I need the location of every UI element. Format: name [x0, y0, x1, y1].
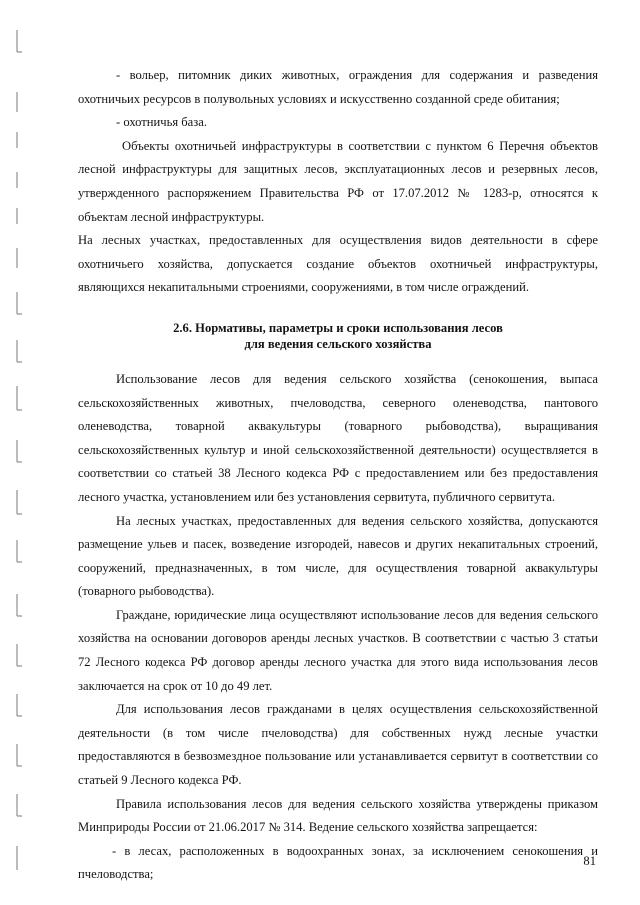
- paragraph-water-zones: - в лесах, расположенных в водоохранных зонах, за исключением сенокошения и пчеловодства;: [78, 843, 598, 882]
- section-heading-line-2: для ведения сельского хозяйства: [244, 336, 432, 351]
- page-number: 81: [583, 854, 596, 868]
- paragraph-lease-contracts: Граждане, юридические лица осуществляют использование лесов для ведения сельского хозяйства на основании договоров аренды лесных участков. В соответствии с частью 3 статьи 72 Лесного кодекса РФ договор аренды лесного участка для этого вида использования лесов заключается на срок от 10 до 49 лет.: [78, 607, 598, 693]
- paragraph-infrastructure-objects: Объекты охотничьей инфраструктуры в соответствии с пунктом 6 Перечня объектов лесной инфраструктуры для защитных лесов, эксплуатационных лесов и резервных лесов, утвержденного распоряжением Правительства РФ от 17.07.2012 № 1283-р, относятся к объектам лесной инфраструктуры.: [78, 138, 598, 224]
- paragraph-hunting-plots: На лесных участках, предоставленных для осуществления видов деятельности в сфере охотничьего хозяйства, допускается создание объектов охотничьей инфраструктуры, являющихся некапитальными строениями, сооружениями, в том числе ограждений.: [78, 233, 598, 295]
- body-text: [78, 64, 598, 887]
- paragraph-hives-placement: На лесных участках, предоставленных для ведения сельского хозяйства, допускаются размещение ульев и пасек, возведение изгородей, навесов и других некапитальных строений, сооружений, предназначенных, в том числе, для осуществления товарной аквакультуры (товарного рыбоводства).: [78, 513, 598, 599]
- paragraph-rules-order: Правила использования лесов для ведения сельского хозяйства утверждены приказом Минприроды России от 21.06.2017 № 314. Ведение сельского хозяйства запрещается:: [78, 796, 598, 835]
- paragraph-hunting-base: - охотничья база.: [116, 115, 207, 130]
- paragraph-agriculture-use: Использование лесов для ведения сельского хозяйства (сенокошения, выпаса сельскохозяйственных животных, пчеловодства, северного оленеводства, пантового оленеводства, товарной аквакультуры (товарного рыбоводства), выращивания сельскохозяйственных культур и иной сельскохозяйственной деятельности) осуществляется в соответствии со статьей 38 Лесного кодекса РФ с предоставлением или без предоставления лесного участка, установлением или без установления сервитута, публичного сервитута.: [78, 371, 598, 504]
- paragraph-aviary: - вольер, питомник диких животных, ограждения для содержания и разведения охотничьих ресурсов в полувольных условиях и искусственно созданной среде обитания;: [78, 68, 598, 106]
- binding-margin-marks: [0, 0, 30, 905]
- section-heading-line-1: 2.6. Нормативы, параметры и сроки использования лесов: [173, 320, 503, 335]
- paragraph-free-use: Для использования лесов гражданами в целях осуществления сельскохозяйственной деятельности (в том числе пчеловодства) для собственных нужд лесные участки предоставляются в безвозмездное пользование или устанавливается сервитут в соответствии со статьей 9 Лесного кодекса РФ.: [78, 702, 598, 788]
- section-heading: [78, 320, 598, 352]
